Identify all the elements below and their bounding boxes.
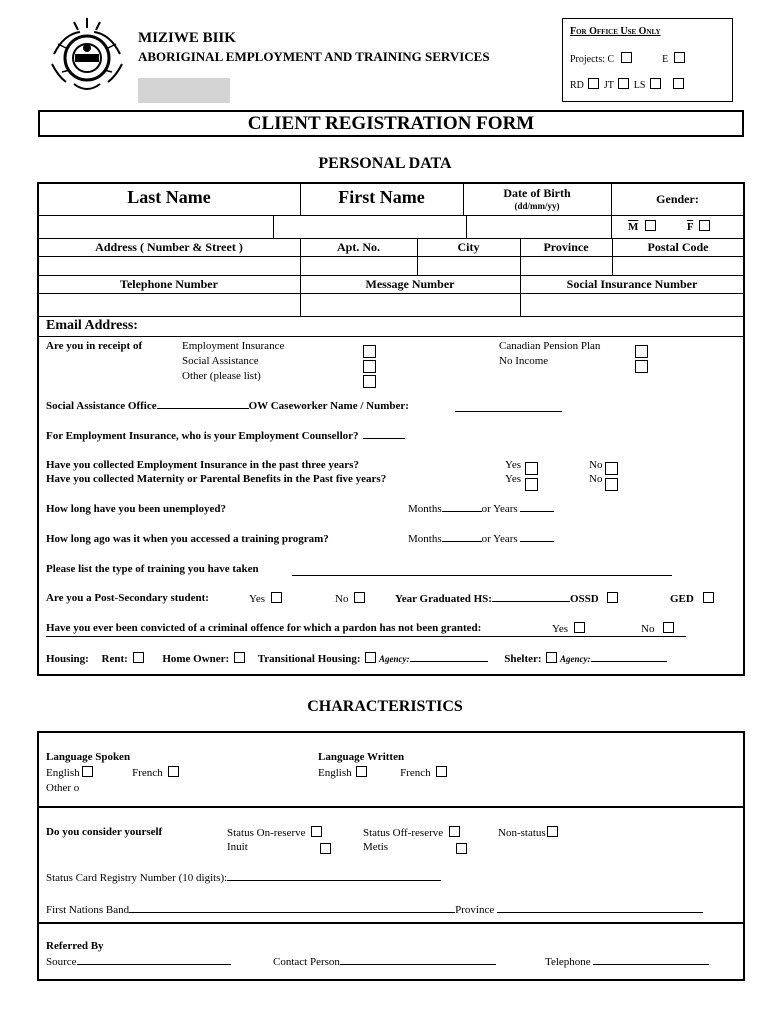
ei-yes-label: Yes — [505, 459, 522, 471]
ged-label: GED — [670, 593, 694, 605]
post-secondary-question: Are you a Post-Secondary student: — [46, 592, 209, 604]
transitional-label: Transitional Housing: — [257, 653, 361, 665]
message-header: Message Number — [365, 277, 455, 291]
female-checkbox[interactable] — [699, 220, 710, 231]
registry-label: Status Card Registry Number (10 digits): — [46, 872, 228, 884]
spoken-english-checkbox[interactable] — [82, 766, 93, 777]
agency-label: Agency: — [379, 654, 410, 664]
off-reserve-option — [363, 826, 460, 839]
sa-option: Social Assistance — [182, 355, 259, 367]
dob-format: (dd/mm/yy) — [514, 201, 560, 211]
mat-no-label: No — [589, 473, 603, 485]
mat-yes-label: Yes — [505, 473, 522, 485]
characteristics-title: CHARACTERISTICS — [307, 698, 463, 715]
criminal-question: Have you ever been convicted of a criminal offence for which a pardon has not been granted: — [46, 622, 482, 634]
rent-checkbox[interactable] — [133, 652, 144, 663]
transitional-agency-field[interactable] — [410, 661, 488, 662]
training-years-field[interactable] — [520, 541, 554, 542]
spoken-english-label: English — [46, 767, 80, 779]
inuit-checkbox[interactable] — [320, 843, 331, 854]
written-english-label: English — [318, 767, 352, 779]
org-logo — [44, 14, 130, 96]
message-field[interactable] — [302, 295, 518, 315]
training-months-field[interactable] — [442, 541, 482, 542]
org-name: MIZIWE BIIK — [138, 30, 236, 46]
on-reserve-label: Status On-reserve — [227, 827, 306, 839]
inuit-label: Inuit — [227, 841, 248, 853]
training-list-field[interactable] — [292, 575, 672, 576]
written-french-checkbox[interactable] — [436, 766, 447, 777]
ow-caseworker-label: OW Caseworker Name / Number: — [248, 400, 409, 412]
dob-field[interactable] — [468, 217, 609, 236]
jt-label: JT — [603, 80, 614, 91]
metis-label: Metis — [363, 841, 389, 853]
ei-yes-checkbox[interactable] — [525, 462, 538, 475]
training-list-question: Please list the type of training you have taken — [46, 563, 259, 575]
org-subtitle: ABORIGINAL EMPLOYMENT AND TRAINING SERVICES — [138, 49, 490, 64]
cpp-checkbox[interactable] — [635, 345, 648, 358]
ps-no-option — [335, 592, 365, 605]
spoken-other-label: Other o — [46, 782, 80, 794]
ei-counsellor-field[interactable] — [363, 438, 405, 439]
non-status-checkbox[interactable] — [547, 826, 558, 837]
on-reserve-checkbox[interactable] — [311, 826, 322, 837]
cr-yes-label: Yes — [552, 623, 569, 635]
written-english-checkbox[interactable] — [356, 766, 367, 777]
sa-office-field[interactable] — [157, 408, 249, 409]
ei-no-label: No — [589, 459, 603, 471]
ls-label: LS — [633, 80, 646, 91]
sa-office-label: Social Assistance Office — [46, 400, 157, 412]
cpp-option: Canadian Pension Plan — [499, 340, 601, 352]
gender-options — [628, 220, 710, 233]
address-header: Address ( Number & Street ) — [95, 240, 243, 254]
ref-telephone-row — [545, 956, 709, 968]
last-name-field[interactable] — [40, 217, 271, 236]
ei-checkbox[interactable] — [363, 345, 376, 358]
office-use-box — [562, 18, 733, 102]
shelter-agency-field[interactable] — [591, 661, 667, 662]
off-reserve-checkbox[interactable] — [449, 826, 460, 837]
projects-c-checkbox[interactable] — [621, 52, 632, 63]
ow-caseworker-field[interactable] — [455, 411, 562, 412]
ei-collected-question: Have you collected Employment Insurance in the past three years? — [46, 459, 359, 471]
male-checkbox[interactable] — [645, 220, 656, 231]
ei-no-checkbox[interactable] — [605, 462, 618, 475]
address-field[interactable] — [40, 258, 298, 274]
band-label: First Nations Band — [46, 904, 130, 916]
non-status-option — [498, 826, 558, 839]
lang-written-options — [318, 766, 447, 779]
cr-no-checkbox[interactable] — [663, 622, 674, 633]
cr-yes-checkbox[interactable] — [574, 622, 585, 633]
postal-field[interactable] — [614, 258, 742, 274]
first-name-header: First Name — [338, 187, 425, 207]
email-label: Email Address: — [46, 318, 138, 333]
shelter-label: Shelter: — [504, 653, 542, 665]
agency-label-2: Agency: — [560, 654, 591, 664]
projects-e-checkbox[interactable] — [674, 52, 685, 63]
mat-yes-checkbox[interactable] — [525, 478, 538, 491]
metis-checkbox[interactable] — [456, 843, 467, 854]
non-status-label: Non-status — [498, 827, 546, 839]
months-label-2: Months — [408, 533, 442, 545]
no-income-checkbox[interactable] — [635, 360, 648, 373]
band-row — [46, 904, 703, 916]
ps-no-label: No — [335, 593, 349, 605]
projects-label: Projects: C — [570, 54, 615, 65]
band-province-field[interactable] — [497, 912, 703, 913]
apt-field[interactable] — [302, 258, 415, 274]
home-owner-label: Home Owner: — [162, 653, 230, 665]
sa-checkbox[interactable] — [363, 360, 376, 373]
rd-checkbox[interactable] — [588, 78, 599, 89]
ossd-checkbox[interactable] — [607, 592, 618, 603]
ps-yes-option — [249, 592, 282, 605]
form-title: CLIENT REGISTRATION FORM — [247, 113, 535, 134]
consider-label: Do you consider yourself — [46, 826, 163, 838]
contact-label: Contact Person — [273, 956, 340, 968]
written-french-label: French — [400, 767, 431, 779]
office-use-title: For Office Use Only — [570, 26, 661, 37]
lang-spoken-label: Language Spoken — [46, 751, 131, 763]
training-duration — [408, 533, 554, 545]
band-province-label: Province — [455, 904, 495, 916]
apt-header: Apt. No. — [336, 240, 380, 254]
cr-no-label: No — [641, 623, 655, 635]
cr-no-option — [641, 622, 674, 635]
no-income-option: No Income — [499, 355, 549, 367]
ref-telephone-label: Telephone — [545, 956, 591, 968]
mat-no-checkbox[interactable] — [605, 478, 618, 491]
maternity-question: Have you collected Maternity or Parental Benefits in the Past five years? — [46, 473, 387, 485]
city-field[interactable] — [419, 258, 518, 274]
lang-written-label: Language Written — [318, 751, 405, 763]
months-label: Months — [408, 503, 442, 515]
extra-checkbox[interactable] — [673, 78, 684, 89]
sin-header: Social Insurance Number — [566, 277, 698, 291]
ei-counsellor-row — [46, 430, 405, 442]
or-years-label-2: or Years — [481, 533, 518, 545]
sin-field[interactable] — [522, 295, 742, 315]
source-field[interactable] — [77, 964, 231, 965]
ps-yes-checkbox[interactable] — [271, 592, 282, 603]
e-label: E — [662, 54, 669, 65]
spoken-french-checkbox[interactable] — [168, 766, 179, 777]
band-field[interactable] — [129, 912, 455, 913]
other-option: Other (please list) — [182, 370, 261, 382]
ei-option: Employment Insurance — [182, 340, 285, 352]
shelter-checkbox[interactable] — [546, 652, 557, 663]
lang-spoken-options — [46, 766, 179, 779]
province-header: Province — [543, 240, 589, 254]
registry-row — [46, 872, 441, 884]
contact-field[interactable] — [340, 964, 496, 965]
sa-office-row — [46, 400, 409, 412]
ls-checkbox[interactable] — [650, 78, 661, 89]
jt-checkbox[interactable] — [618, 78, 629, 89]
emblem-logo-icon — [44, 14, 130, 96]
registry-field[interactable] — [227, 880, 441, 881]
city-header: City — [457, 240, 480, 254]
email-field[interactable] — [160, 318, 740, 335]
training-ago-question: How long ago was it when you accessed a training program? — [46, 533, 329, 545]
male-label: $\overline{M}$ — [628, 221, 639, 233]
first-name-field[interactable] — [275, 217, 464, 236]
ossd-label: OSSD — [569, 593, 599, 605]
ps-no-checkbox[interactable] — [354, 592, 365, 603]
form-title-box — [38, 110, 744, 137]
postal-header: Postal Code — [647, 240, 709, 254]
on-reserve-option — [227, 826, 322, 839]
ps-yes-label: Yes — [249, 593, 266, 605]
contact-row — [273, 956, 496, 968]
year-grad-label: Year Graduated HS: — [395, 593, 492, 605]
rd-label: RD — [570, 80, 584, 91]
source-row — [46, 956, 231, 968]
office-rd-row — [570, 78, 684, 91]
other-checkbox[interactable] — [363, 375, 376, 388]
personal-data-title: PERSONAL DATA — [318, 155, 452, 172]
ei-counsellor-label: For Employment Insurance, who is your Employment Counsellor? — [46, 430, 359, 442]
ref-telephone-field[interactable] — [593, 964, 709, 965]
unemployed-question: How long have you been unemployed? — [46, 503, 226, 515]
or-years-label: or Years — [481, 503, 518, 515]
transitional-checkbox[interactable] — [365, 652, 376, 663]
source-label: Source — [46, 956, 77, 968]
housing-row — [46, 652, 667, 665]
referred-by-label: Referred By — [46, 940, 104, 952]
receipt-label: Are you in receipt of — [46, 340, 143, 352]
cr-yes-option — [552, 622, 585, 635]
year-grad-row — [395, 592, 618, 605]
last-name-header: Last Name — [127, 187, 211, 207]
unemployed-years-field[interactable] — [520, 511, 554, 512]
gray-stamp-area — [138, 78, 230, 103]
unemployed-duration — [408, 503, 554, 515]
province-field[interactable] — [522, 258, 610, 274]
spoken-french-label: French — [132, 767, 163, 779]
office-projects-row — [570, 52, 685, 65]
unemployed-months-field[interactable] — [442, 511, 482, 512]
home-owner-checkbox[interactable] — [234, 652, 245, 663]
telephone-field[interactable] — [40, 295, 298, 315]
female-label: $\overline{F}$ — [686, 221, 694, 233]
ged-checkbox[interactable] — [703, 592, 714, 603]
gender-header: Gender: — [656, 192, 699, 206]
rent-label: Rent: — [101, 653, 128, 665]
telephone-header: Telephone Number — [120, 277, 218, 291]
off-reserve-label: Status Off-reserve — [363, 827, 444, 839]
year-grad-field[interactable] — [492, 601, 570, 602]
housing-label: Housing: — [46, 653, 89, 665]
ged-option — [670, 592, 714, 605]
dob-header: Date of Birth — [503, 186, 571, 200]
